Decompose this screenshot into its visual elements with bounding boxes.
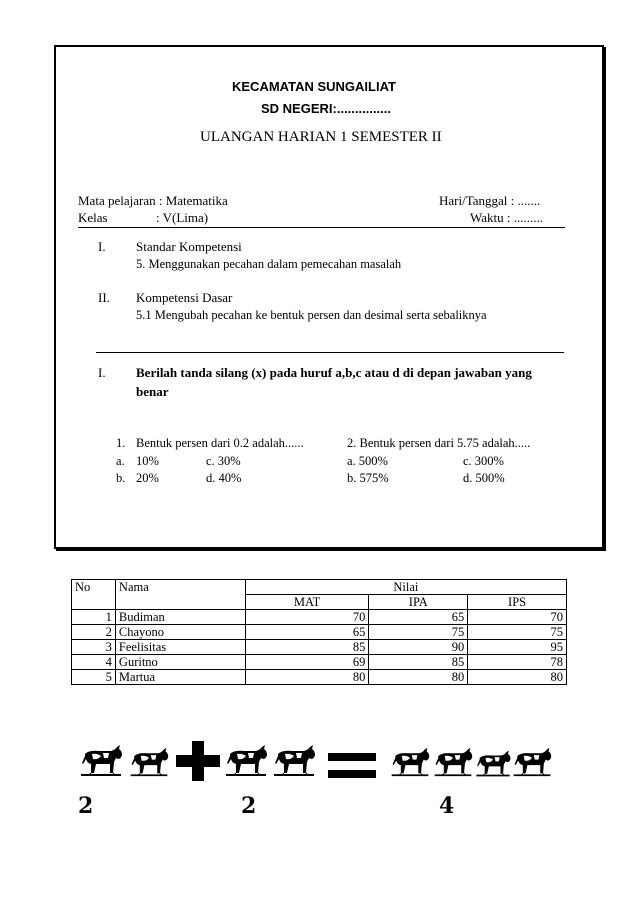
cell-name: Budiman: [115, 610, 245, 625]
option-letter: a.: [116, 454, 125, 468]
question-number: 1.: [116, 436, 126, 450]
cell-mat: 80: [245, 670, 369, 685]
instruction-text: Berilah tanda silang (x) pada huruf a,b,c atau d di depan jawaban yang benar: [136, 365, 532, 399]
option-text: d. 500%: [463, 471, 505, 485]
cell-ipa: 85: [369, 655, 468, 670]
option-text: b. 575%: [347, 471, 389, 485]
header-subject: IPS: [468, 595, 567, 610]
section-numeral: II.: [98, 290, 110, 305]
cell-mat: 85: [245, 640, 369, 655]
option-text: c. 30%: [206, 454, 241, 468]
subject-label: Mata pelajaran : Matematika: [78, 193, 228, 208]
cow-icon: [79, 742, 123, 778]
class-label: Kelas: [78, 210, 108, 225]
section-divider: [96, 352, 564, 353]
cell-ips: 70: [468, 610, 567, 625]
equation-number: 2: [241, 793, 257, 819]
cow-icon: [511, 745, 553, 778]
section-title: Kompetensi Dasar: [136, 290, 233, 305]
cow-icon: [272, 742, 316, 778]
question-text: 2. Bentuk persen dari 5.75 adalah.....: [347, 436, 531, 450]
equation-number: 4: [439, 793, 455, 819]
school-heading: SD NEGERI:...............: [261, 101, 392, 116]
cell-no: 5: [72, 670, 116, 685]
section-numeral: I.: [98, 239, 106, 254]
header-nilai: Nilai: [245, 580, 566, 595]
section-title: Standar Kompetensi: [136, 239, 242, 254]
header-name: Nama: [115, 580, 245, 610]
date-label: Hari/Tanggal : .......: [439, 193, 541, 208]
section-text: 5.1 Mengubah pecahan ke bentuk persen dan desimal serta sebaliknya: [136, 308, 487, 322]
cell-no: 4: [72, 655, 116, 670]
cell-no: 2: [72, 625, 116, 640]
header-no: No: [72, 580, 116, 610]
cell-mat: 65: [245, 625, 369, 640]
table-header-row: [72, 580, 567, 595]
grades-table: [71, 579, 567, 685]
cell-ipa: 75: [369, 625, 468, 640]
exam-title: ULANGAN HARIAN 1 SEMESTER II: [200, 129, 442, 145]
table-row: [72, 625, 567, 640]
section-text: 5. Menggunakan pecahan dalam pemecahan masalah: [136, 257, 402, 271]
cow-icon: [128, 745, 170, 778]
option-text: a. 500%: [347, 454, 388, 468]
cell-ipa: 90: [369, 640, 468, 655]
question-text: Bentuk persen dari 0.2 adalah......: [136, 436, 304, 450]
class-value: : V(Lima): [156, 210, 209, 225]
cell-no: 3: [72, 640, 116, 655]
option-text: 20%: [136, 471, 159, 485]
option-text: c. 300%: [463, 454, 504, 468]
header-subject: IPA: [369, 595, 468, 610]
option-letter: b.: [116, 471, 126, 485]
equation-number: 2: [78, 793, 94, 819]
exam-sheet: [54, 45, 604, 549]
district-heading: KECAMATAN SUNGAILIAT: [232, 79, 396, 94]
cow-icon: [432, 745, 474, 778]
cell-ipa: 80: [369, 670, 468, 685]
cell-ipa: 65: [369, 610, 468, 625]
time-label: Waktu : .........: [470, 210, 543, 225]
cell-name: Feelisitas: [115, 640, 245, 655]
header-subject: MAT: [245, 595, 369, 610]
instruction-numeral: I.: [98, 365, 106, 380]
table-row: [72, 670, 567, 685]
option-text: d. 40%: [206, 471, 242, 485]
cell-mat: 69: [245, 655, 369, 670]
cow-icon: [224, 742, 268, 778]
option-text: 10%: [136, 454, 159, 468]
cow-icon: [389, 745, 431, 778]
cell-ips: 75: [468, 625, 567, 640]
info-divider: [78, 227, 565, 228]
cell-name: Guritno: [115, 655, 245, 670]
cell-ips: 95: [468, 640, 567, 655]
cell-no: 1: [72, 610, 116, 625]
equals-icon: [328, 753, 376, 779]
cell-name: Martua: [115, 670, 245, 685]
cell-mat: 70: [245, 610, 369, 625]
table-row: [72, 640, 567, 655]
cell-name: Chayono: [115, 625, 245, 640]
cell-ips: 80: [468, 670, 567, 685]
cow-icon: [474, 748, 512, 778]
plus-icon: [176, 741, 220, 781]
cell-ips: 78: [468, 655, 567, 670]
table-row: [72, 610, 567, 625]
table-row: [72, 655, 567, 670]
